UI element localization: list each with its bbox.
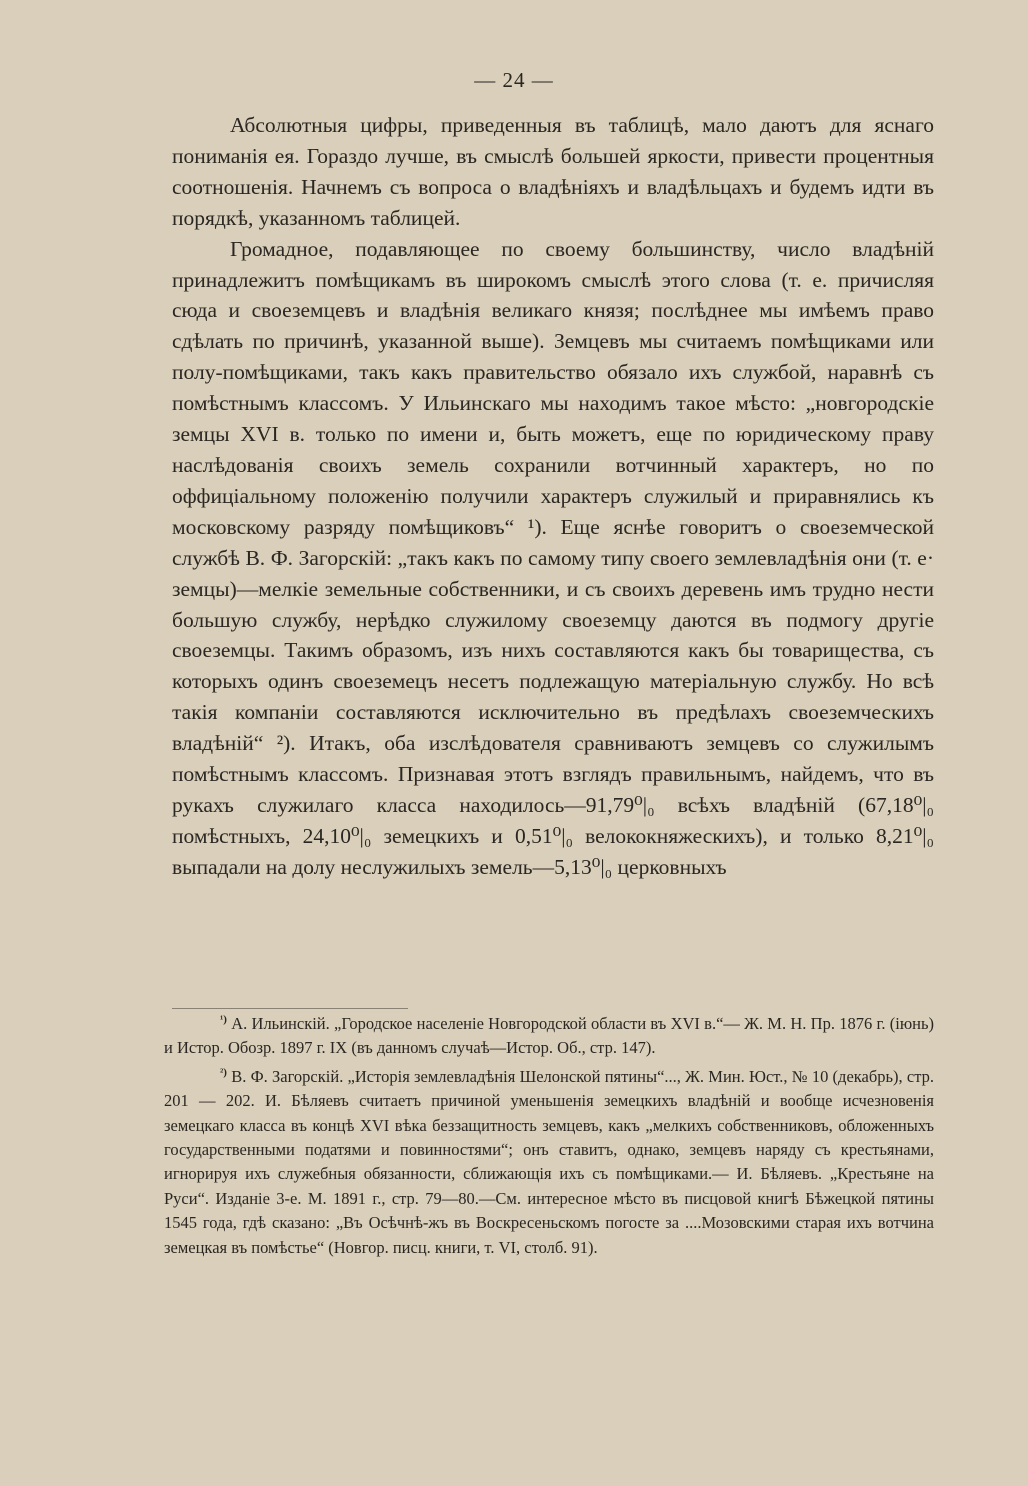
paragraph: Абсолютныя цифры, приведенныя въ таблицѣ, мало даютъ для яснаго пониманія ея. Гораздо лучше, въ смыслѣ большей яркости, привести процентныя соотношенія. Начнемъ съ вопроса о владѣніяхъ и владѣльцахъ и будемъ идти въ порядкѣ, указанномъ таблицей. [172,113,934,230]
footnote [164,1065,934,1260]
footnote-mark: ²) [220,1066,227,1079]
footnotes [164,1012,934,1260]
footnote [164,1012,934,1061]
footnote-text: В. Ф. Загорскій. „Исторія землевладѣнія Шелонской пятины“..., Ж. Мин. Юст., № 10 (декабрь), стр. 201 — 202. И. Бѣляевъ считаетъ причиной уменьшенія земецкихъ владѣній и вообще исчезновенія земецкаго класса въ концѣ XVI вѣка беззащитность земцевъ, какъ „мелкихъ собственниковъ, обложенныхъ государственными податями и повинностями“; онъ ставитъ, однако, земцевъ наряду съ крестьянами, игнорируя ихъ служебныя обязанности, сближающія ихъ съ помѣщиками.— И. Бѣляевъ. „Крестьяне на Руси“. Изданіе 3-е. М. 1891 г., стр. 79—80.—См. интересное мѣсто въ писцовой книгѣ Бѣжецкой пятины 1545 года, гдѣ сказано: „Въ Осѣчнѣ-жъ въ Воскресеньскомъ погосте за ....Мозовскими старая ихъ вотчина земецкая въ помѣстье“ (Новгор. писц. книги, т. VI, столб. 91). [164,1066,935,1257]
page-number: — 24 — [474,68,554,92]
main-text [172,110,934,883]
footnote-mark: ¹) [220,1013,227,1026]
footnote-divider [172,1008,408,1009]
paragraph: Громадное, подавляющее по своему большинству, число владѣній принадлежитъ помѣщикамъ въ широкомъ смыслѣ этого слова (т. е. причисляя сюда и своеземцевъ и владѣнія великаго князя; послѣднее мы имѣемъ право сдѣлать по причинѣ, указанной выше). Земцевъ мы считаемъ помѣщиками или полу-помѣщиками, такъ какъ правительство обязало ихъ службой, наравнѣ съ помѣстнымъ классомъ. У Ильинскаго мы находимъ такое мѣсто: „новгородскіе земцы XVI в. только по имени и, быть можетъ, еще по юридическому праву наслѣдованія своихъ земель сохранили вотчинный характеръ, но по оффиціальному положенію получили характеръ служилый и приравнялись къ московскому разряду помѣщиковъ“ ¹). Еще яснѣе говоритъ о своеземческой службѣ В. Ф. Загорскій: „такъ какъ по самому типу своего землевладѣнія они (т. е· земцы)—мелкіе земельные собственники, и съ своихъ деревень имъ трудно нести большую службу, нерѣдко служилому своеземцу даются въ подмогу другіе своеземцы. Такимъ образомъ, изъ нихъ составляются какъ бы товарищества, съ которыхъ одинъ своеземецъ несетъ подлежащую матеріальную службу. Но всѣ такія компаніи составляются исключительно въ предѣлахъ своеземческихъ владѣній“ ²). Итакъ, оба изслѣдователя сравниваютъ земцевъ со служилымъ помѣстнымъ классомъ. Признавая этотъ взглядъ правильнымъ, найдемъ, что въ рукахъ служилаго класса находилось—91,79⁰|₀ всѣхъ владѣній (67,18⁰|₀ помѣстныхъ, 24,10⁰|₀ земецкихъ и 0,51⁰|₀ велококняжескихъ), и только 8,21⁰|₀ выпадали на долу неслужилыхъ земель—5,13⁰|₀ церковныхъ [172,236,934,879]
footnote-text: А. Ильинскій. „Городское населеніе Новгородской области въ XVI в.“— Ж. М. Н. Пр. 1876 г. (іюнь) и Истор. Обозр. 1897 г. IX (въ данномъ случаѣ—Истор. Об., стр. 147). [164,1014,935,1058]
